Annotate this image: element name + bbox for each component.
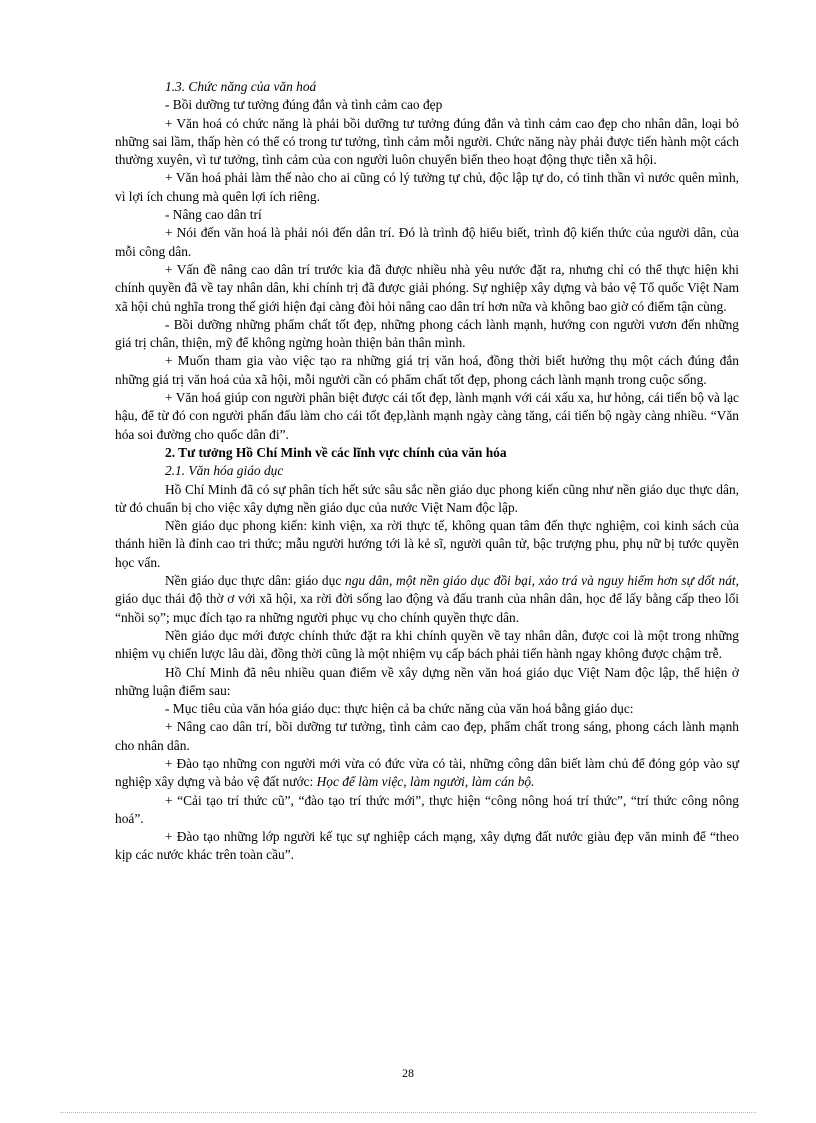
page-content — [115, 78, 739, 865]
paragraph: Hồ Chí Minh đã có sự phân tích hết sức sâu sắc nền giáo dục phong kiến cũng như nền giáo dục thực dân, từ đó chuẩn bị cho việc xây dựng nền giáo dục của nước Việt Nam độc lập. — [115, 481, 739, 515]
paragraph: + Văn hoá giúp con người phân biệt được cái tốt đẹp, lành mạnh với cái xấu xa, hư hỏng, cái tiến bộ và lạc hậu, để từ đó con người phấn đấu làm cho cái tốt đẹp,lành mạnh ngày càng tăng, cái tiến bộ ngày càng nhiều. “Văn hóa soi đường cho quốc dân đi”. — [115, 390, 739, 442]
paragraph: - Mục tiêu của văn hóa giáo dục: thực hiện cả ba chức năng của văn hoá bằng giáo dục: — [165, 701, 634, 717]
paragraph: Hồ Chí Minh đã nêu nhiều quan điểm về xây dựng nền văn hoá giáo dục Việt Nam độc lập, thể hiện ở những luận điểm sau: — [115, 664, 739, 698]
paragraph: Nền giáo dục mới được chính thức đặt ra khi chính quyền về tay nhân dân, được coi là một trong những nhiệm vụ chiến lược lâu dài, đồng thời cũng là một nhiệm vụ cấp bách phải tiến hành ngay không được chậm trễ. — [115, 627, 739, 662]
section-heading-1-3: 1.3. Chức năng của văn hoá — [165, 79, 317, 94]
section-heading-2-1: 2.1. Văn hóa giáo dục — [165, 463, 284, 479]
paragraph: + Nâng cao dân trí, bồi dưỡng tư tưởng, tình cảm cao đẹp, phẩm chất trong sáng, phong cách lành mạnh cho nhân dân. — [115, 719, 739, 753]
italic-quote: Học để làm việc, làm người, làm cán bộ. — [316, 774, 535, 790]
paragraph: + Muốn tham gia vào việc tạo ra những giá trị văn hoá, đồng thời biết hưởng thụ một cách đúng đắn những giá trị văn hoá của xã hội, mỗi người cần có phẩm chất tốt đẹp, phong cách lành mạnh trong cuộc sống. — [115, 353, 739, 387]
paragraph-text: giáo dục thái độ thờ ơ với xã hội, xa rời đời sống lao động và đấu tranh của nhân dân, học để lấy bằng cấp theo lối “nhồi sọ”; mục đích tạo ra những người phục vụ cho chính quyền thực dân. — [115, 591, 739, 625]
paragraph — [115, 755, 739, 792]
paragraph: + Vấn đề nâng cao dân trí trước kia đã được nhiều nhà yêu nước đặt ra, nhưng chỉ có thể thực hiện khi chính quyền đã về tay nhân dân, khi chính trị đã được giải phóng. Sự nghiệp xây dựng và bảo vệ Tổ quốc Việt Nam xã hội chủ nghĩa trong thế giới hiện đại càng đòi hỏi nâng cao dân trí hơn nữa và không bao giờ có điểm tận cùng. — [115, 261, 739, 314]
paragraph-text: + Đào tạo những con người mới vừa có đức vừa có tài, những công dân biết làm chủ để đóng góp vào sự nghiệp xây dựng và bảo vệ đất nước: — [115, 755, 739, 790]
paragraph: + Đào tạo những lớp người kế tục sự nghiệp cách mạng, xây dựng đất nước giàu đẹp văn minh để “theo kịp các nước khác trên toàn cầu”. — [115, 829, 739, 863]
paragraph: - Bồi dưỡng những phẩm chất tốt đẹp, những phong cách lành mạnh, hướng con người vươn đến những giá trị chân, thiện, mỹ để không ngừng hoàn thiện bản thân mình. — [115, 316, 739, 351]
paragraph — [115, 572, 739, 627]
bottom-divider — [60, 1112, 756, 1113]
paragraph: - Bồi dưỡng tư tưởng đúng đắn và tình cảm cao đẹp — [165, 97, 443, 113]
paragraph-text: Nền giáo dục thực dân: giáo dục — [165, 573, 346, 589]
paragraph: - Nâng cao dân trí — [165, 207, 262, 223]
paragraph: + Văn hoá có chức năng là phải bồi dưỡng tư tưởng đúng đắn và tình cảm cao đẹp cho nhân dân, loại bỏ những sai lầm, thấp hèn có thể có trong tư tưởng, tình cảm mỗi người. Chức năng này phải được tiến hành một cách thường xuyên, vì tư tưởng, tình cảm của con người luôn chuyển biến theo hoạt động thực tiễn xã hội. — [115, 115, 739, 168]
paragraph: + Nói đến văn hoá là phải nói đến dân trí. Đó là trình độ hiểu biết, trình độ kiến thức của người dân, của mỗi công dân. — [115, 225, 739, 259]
paragraph: + “Cải tạo trí thức cũ”, “đào tạo trí thức mới”, thực hiện “công nông hoá trí thức”, “trí thức công nông hoá”. — [115, 792, 739, 826]
paragraph: Nền giáo dục phong kiến: kinh viện, xa rời thực tế, không quan tâm đến thực nghiệm, coi kinh sách của thánh hiền là đỉnh cao tri thức; mẫu người hướng tới là kẻ sĩ, người quân tử, bậc trượng phu, phụ nữ bị tước quyền học vấn. — [115, 518, 739, 570]
section-heading-2: 2. Tư tưởng Hồ Chí Minh về các lĩnh vực chính của văn hóa — [165, 444, 507, 460]
italic-quote: ngu dân, một nền giáo dục đồi bại, xảo trá và nguy hiểm hơn sự dốt nát, — [345, 573, 739, 589]
paragraph: + Văn hoá phải làm thế nào cho ai cũng có lý tưởng tự chủ, độc lập tự do, có tinh thần vì nước quên mình, vì lợi ích chung mà quên lợi ích riêng. — [115, 170, 739, 204]
page-number: 28 — [402, 1066, 414, 1080]
